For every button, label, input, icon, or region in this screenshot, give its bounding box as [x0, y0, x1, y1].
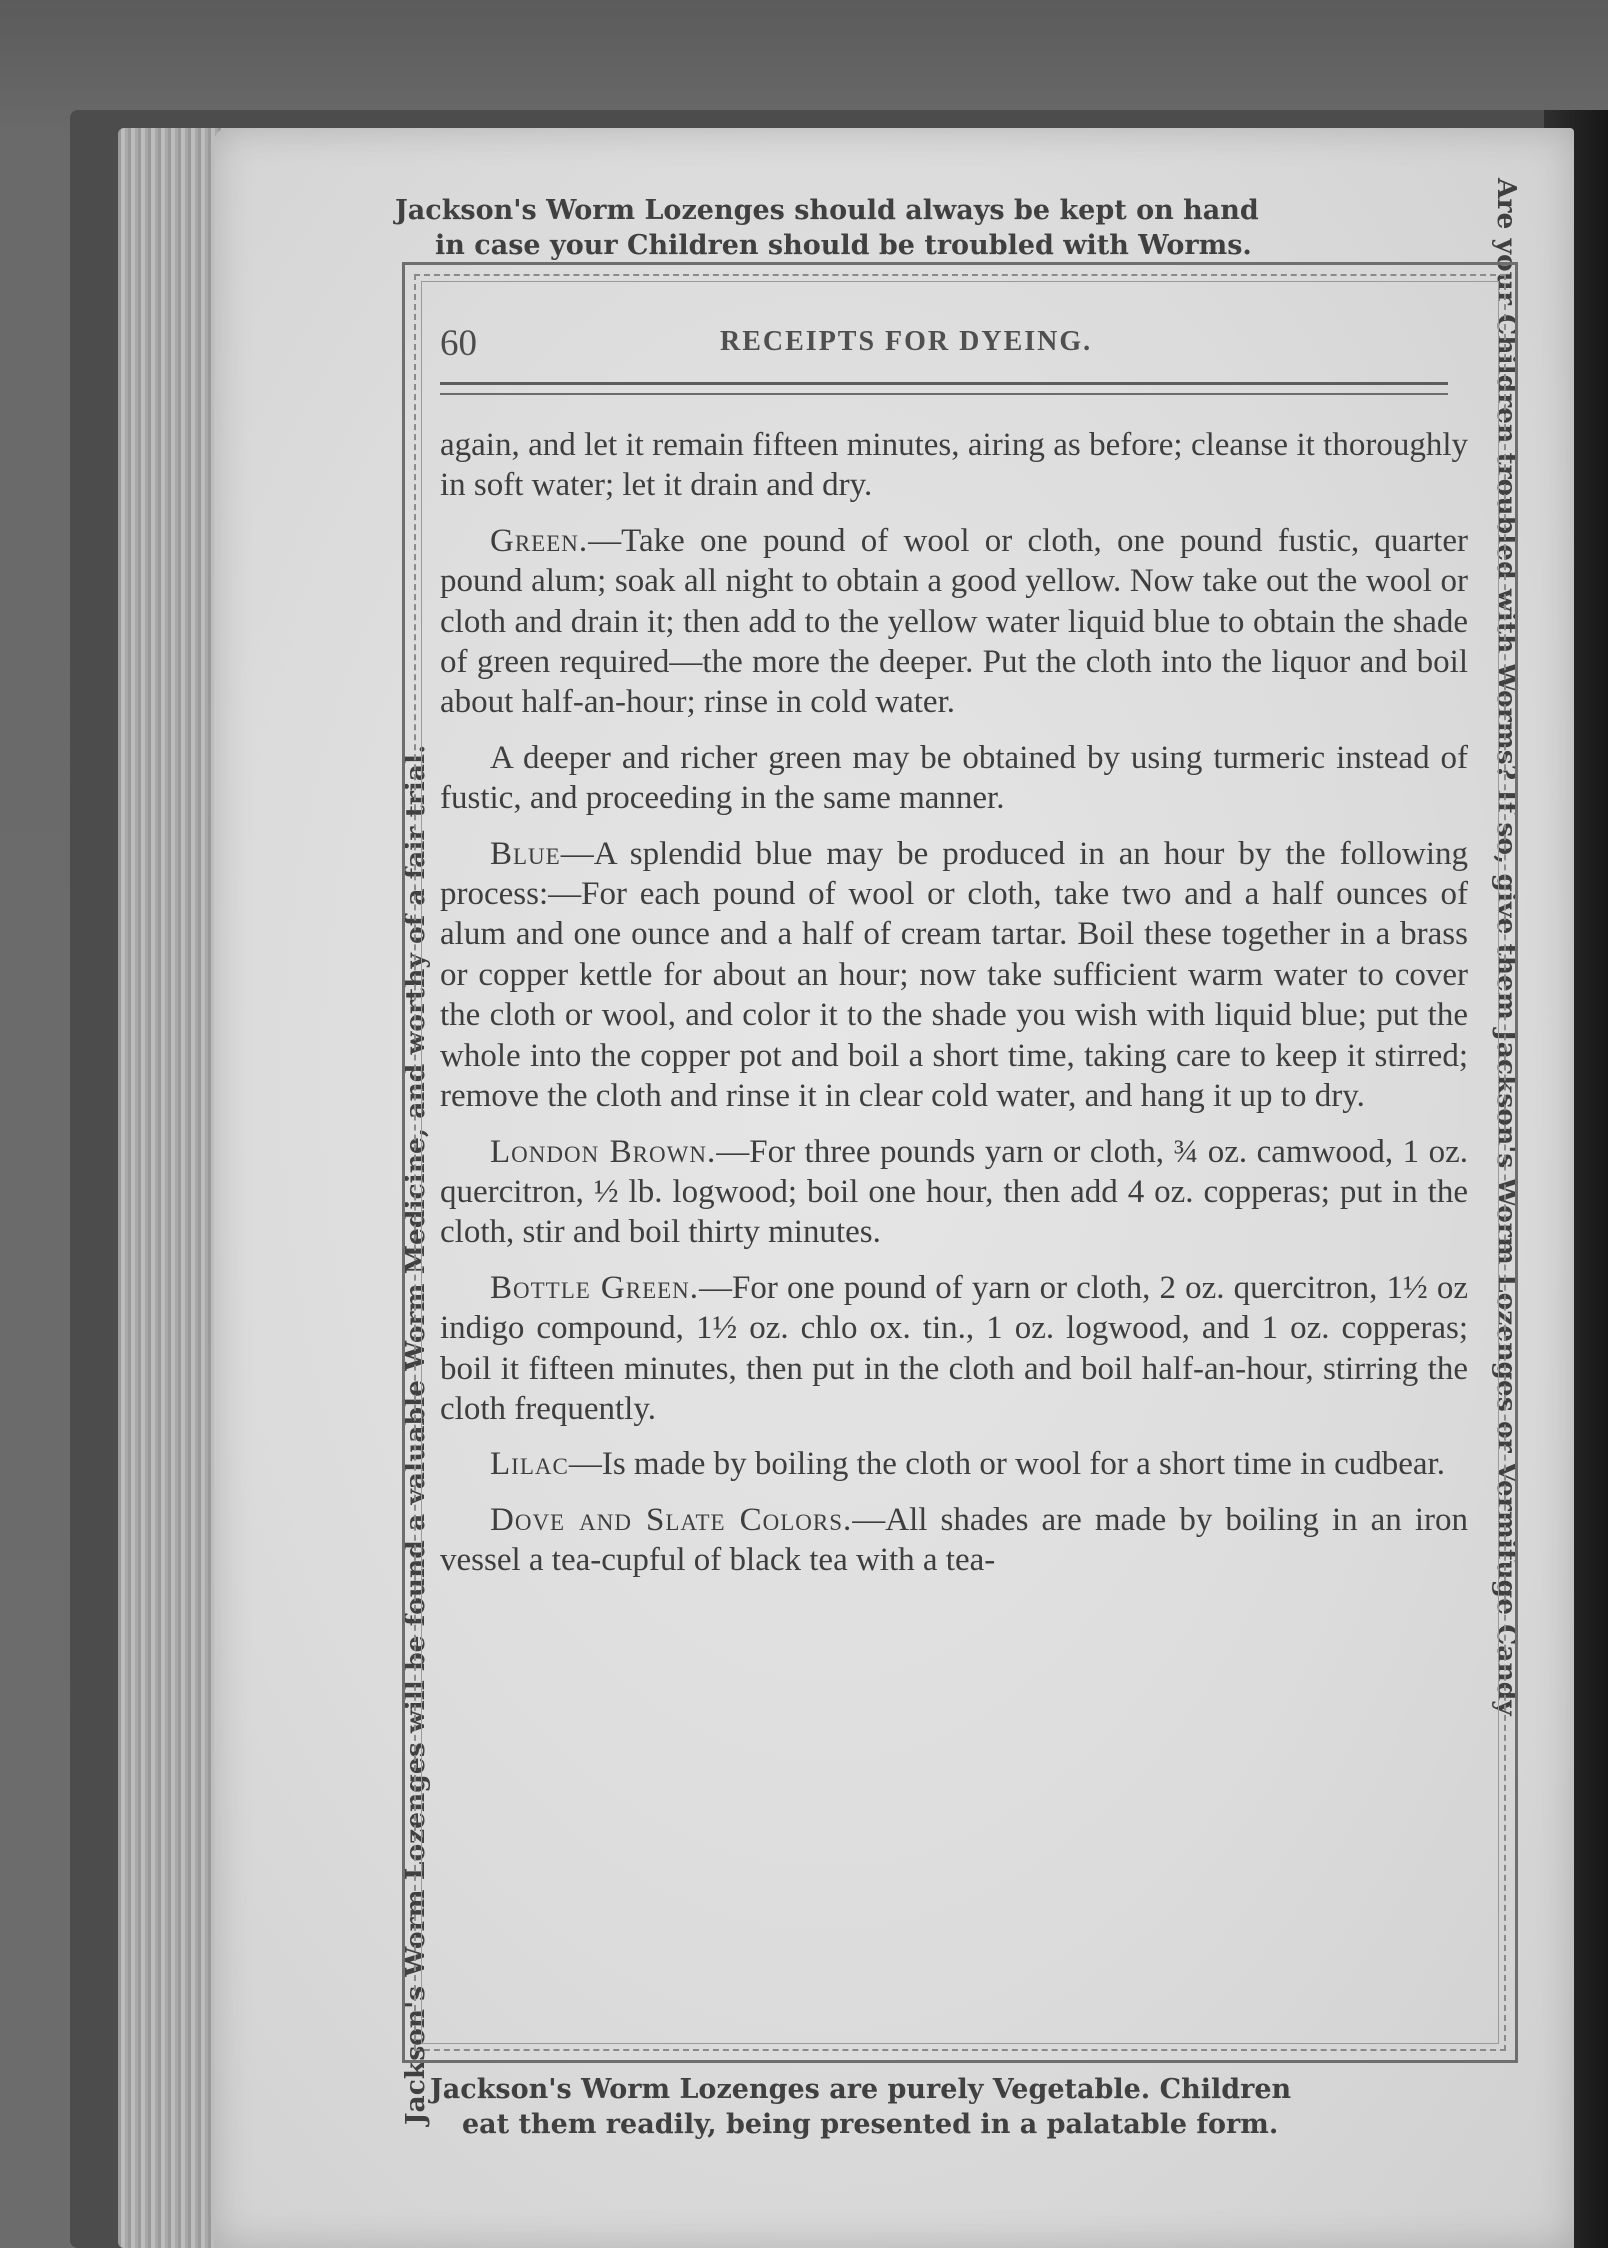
header-rule-thin	[440, 393, 1448, 395]
heading-bottle-green: Bottle Green.	[490, 1269, 700, 1306]
paragraph-blue	[440, 834, 1468, 1117]
bottom-advertisement	[430, 2072, 1590, 2142]
top-advertisement	[395, 193, 1515, 263]
top-ad-line-1: Jackson's Worm Lozenges should always be kept on hand	[395, 195, 1259, 226]
heading-dove-slate: Dove and Slate Colors.	[490, 1501, 853, 1538]
text-london-brown: —For three pounds yarn or cloth, ¾ oz. camwood, 1 oz. quercitron, ½ lb. logwood; boil one hour, then add 4 oz. copperas; put in the cloth, stir and boil thirty minutes.	[440, 1133, 1468, 1251]
paragraph-lilac	[440, 1444, 1468, 1484]
heading-lilac: Lilac	[490, 1446, 569, 1483]
running-title: RECEIPTS FOR DYEING.	[720, 326, 1093, 357]
heading-green: Green.	[490, 522, 589, 559]
paragraph-bottle-green	[440, 1268, 1468, 1430]
top-ad-line-2: in case your Children should be troubled with Worms.	[435, 230, 1252, 261]
recipe-text	[440, 425, 1468, 1596]
paragraph-green	[440, 521, 1468, 723]
bottom-ad-line-2: eat them readily, being presented in a palatable form.	[462, 2109, 1279, 2140]
left-margin-advertisement: Jackson's Worm Lozenges will be found a valuable Worm Medicine, and worthy of a fair trial.	[400, 744, 431, 2125]
heading-blue: Blue	[490, 835, 561, 872]
text-bottle-green: —For one pound of yarn or cloth, 2 oz. quercitron, 1½ oz indigo compound, 1½ oz. chlo ox. tin., 1 oz. logwood, and 1 oz. copperas; boil it fifteen minutes, then put in the cloth and boil half-an-hour, stirring the cloth frequently.	[440, 1269, 1468, 1427]
heading-london-brown: London Brown.	[490, 1133, 717, 1170]
text-dove-slate: —All shades are made by boiling in an iron vessel a tea-cupful of black tea with a tea-	[440, 1501, 1469, 1579]
text-green: —Take one pound of wool or cloth, one pound fustic, quarter pound alum; soak all night to obtain a good yellow. Now take out the wool or cloth and drain it; then add to the yellow water liquid blue to obtain the shade of green required—the more the deeper. Put the cloth into the liquor and boil about half-an-hour; rinse in cold water.	[440, 522, 1468, 721]
paragraph-continuation: again, and let it remain fifteen minutes, airing as before; cleanse it thoroughly in soft water; let it drain and dry.	[440, 427, 1468, 504]
page-number: 60	[440, 323, 477, 364]
paragraph-dove-slate	[440, 1500, 1468, 1581]
paragraph-deeper-green: A deeper and richer green may be obtained by using turmeric instead of fustic, and proceeding in the same manner.	[440, 739, 1468, 817]
bottom-ad-line-1: Jackson's Worm Lozenges are purely Vegetable. Children	[430, 2074, 1292, 2105]
right-margin-advertisement: Are your Children troubled with Worms? If so, give them Jackson's Worm Lozenges or Vermifuge Candy	[1491, 178, 1522, 1716]
text-lilac: —Is made by boiling the cloth or wool for a short time in cudbear.	[568, 1446, 1445, 1483]
text-blue: —A splendid blue may be produced in an hour by the following process:—For each pound of wool or cloth, take two and a half ounces of alum and one ounce and a half of cream tartar. Boil these together in a brass or copper kettle for about an hour; now take sufficient warm water to cover the cloth or wool, and color it to the shade you wish with liquid blue; put the whole into the copper pot and boil a short time, taking care to keep it stirred; remove the cloth and rinse it in clear cold water, and hang it up to dry.	[440, 835, 1468, 1115]
paragraph-london-brown	[440, 1132, 1468, 1253]
header-rule-thick	[440, 382, 1448, 385]
